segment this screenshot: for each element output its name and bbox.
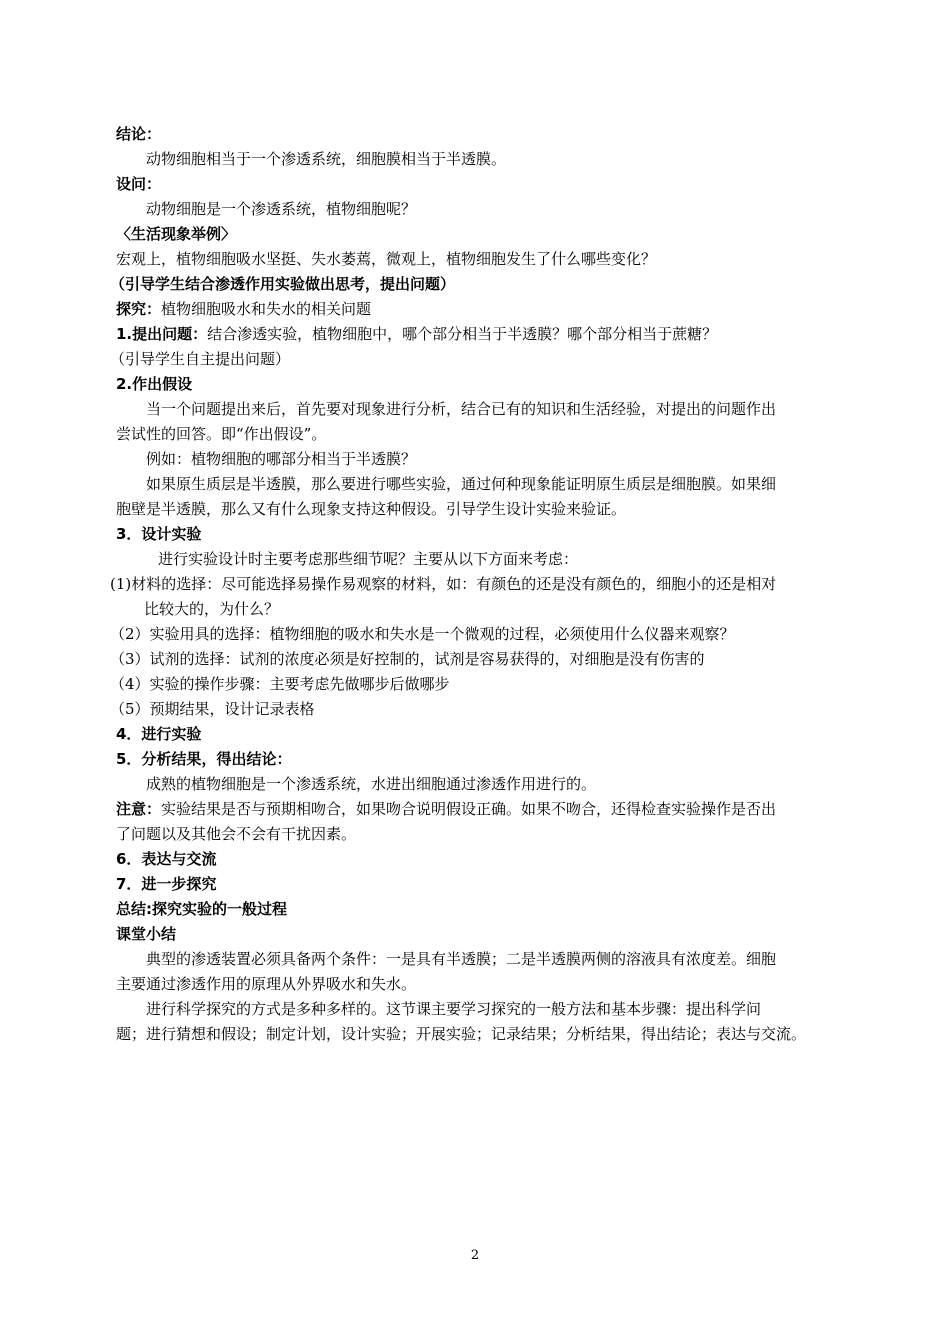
step2-heading: 2.作出假设 — [116, 375, 193, 393]
design-item-3: （3）试剂的选择：试剂的浓度必须是好控制的，试剂是容易获得的，对细胞是没有伤害的 — [110, 650, 705, 668]
class-summary-p1-line1: 典型的渗透装置必须具备两个条件：一是具有半透膜；二是半透膜两侧的溶液具有浓度差。细胞 — [146, 950, 777, 968]
step1-line — [116, 322, 838, 347]
step2-example: 例如：植物细胞的哪部分相当于半透膜？ — [146, 450, 417, 468]
step5-text: 成熟的植物细胞是一个渗透系统，水进出细胞通过渗透作用进行的。 — [146, 775, 597, 793]
note-text: 实验结果是否与预期相吻合，如果吻合说明假设正确。如果不吻合，还得检查实验操作是否出 — [161, 800, 777, 818]
question-text: 动物细胞是一个渗透系统，植物细胞呢？ — [146, 200, 417, 218]
conclusion-text: 动物细胞相当于一个渗透系统，细胞膜相当于半透膜。 — [146, 150, 507, 168]
guide-note-2: （引导学生自主提出问题） — [110, 350, 291, 368]
class-summary-p2-line2: 题；进行猜想和假设；制定计划，设计实验；开展实验；记录结果；分析结果，得出结论；表达与交流。 — [116, 1025, 807, 1043]
step7-heading: 7．进一步探究 — [116, 875, 217, 893]
note-line1 — [116, 797, 838, 822]
life-example-text: 宏观上，植物细胞吸水坚挺、失水萎蔫，微观上，植物细胞发生了什么哪些变化？ — [116, 250, 657, 268]
note-label: 注意： — [116, 800, 162, 818]
explore-line — [116, 297, 838, 322]
step5-heading: 5．分析结果，得出结论： — [116, 750, 292, 768]
explore-label: 探究： — [116, 300, 162, 318]
step4-heading: 4．进行实验 — [116, 725, 202, 743]
guide-note-1: （引导学生结合渗透作用实验做出思考，提出问题） — [110, 275, 456, 293]
step3-heading: 3．设计实验 — [116, 525, 202, 543]
step2-paragraph2-line1: 如果原生质层是半透膜，那么要进行哪些实验，通过何种现象能证明原生质层是细胞膜。如果细 — [146, 475, 777, 493]
summary-heading: 总结:探究实验的一般过程 — [116, 900, 287, 918]
step3-intro: 进行实验设计时主要考虑那些细节呢？主要从以下方面来考虑： — [158, 550, 579, 568]
design-item-1-line1: (1)材料的选择：尽可能选择易操作易观察的材料，如：有颜色的还是没有颜色的，细胞小的还是相对 — [110, 575, 777, 593]
design-item-4: （4）实验的操作步骤：主要考虑先做哪步后做哪步 — [110, 675, 450, 693]
design-item-1-line2: 比较大的，为什么？ — [144, 600, 280, 618]
class-summary-p2-line1: 进行科学探究的方式是多种多样的。这节课主要学习探究的一般方法和基本步骤：提出科学问 — [146, 1000, 762, 1018]
step1-text: 结合渗透实验，植物细胞中，哪个部分相当于半透膜？哪个部分相当于蔗糖？ — [207, 325, 718, 343]
note-line2: 了问题以及其他会不会有干扰因素。 — [116, 825, 357, 843]
explore-text: 植物细胞吸水和失水的相关问题 — [161, 300, 372, 318]
step2-paragraph1-line2: 尝试性的回答。即“作出假设”。 — [116, 425, 327, 443]
question-heading: 设问： — [116, 175, 162, 193]
class-summary-heading: 课堂小结 — [116, 925, 177, 943]
page-number: 2 — [470, 1248, 480, 1263]
design-item-5: （5）预期结果，设计记录表格 — [110, 700, 315, 718]
document-body — [110, 122, 838, 1047]
step1-label: 1.提出问题： — [116, 325, 208, 343]
step2-paragraph2-line2: 胞壁是半透膜，那么又有什么现象支持这种假设。引导学生设计实验来验证。 — [116, 500, 627, 518]
step2-paragraph1-line1: 当一个问题提出来后，首先要对现象进行分析，结合已有的知识和生活经验，对提出的问题作出 — [146, 400, 777, 418]
conclusion-heading: 结论： — [116, 125, 162, 143]
design-item-2: （2）实验用具的选择：植物细胞的吸水和失水是一个微观的过程，必须使用什么仪器来观察？ — [110, 625, 735, 643]
step6-heading: 6．表达与交流 — [116, 850, 217, 868]
class-summary-p1-line2: 主要通过渗透作用的原理从外界吸水和失水。 — [116, 975, 417, 993]
life-example-heading: 〈生活现象举例〉 — [116, 225, 237, 243]
